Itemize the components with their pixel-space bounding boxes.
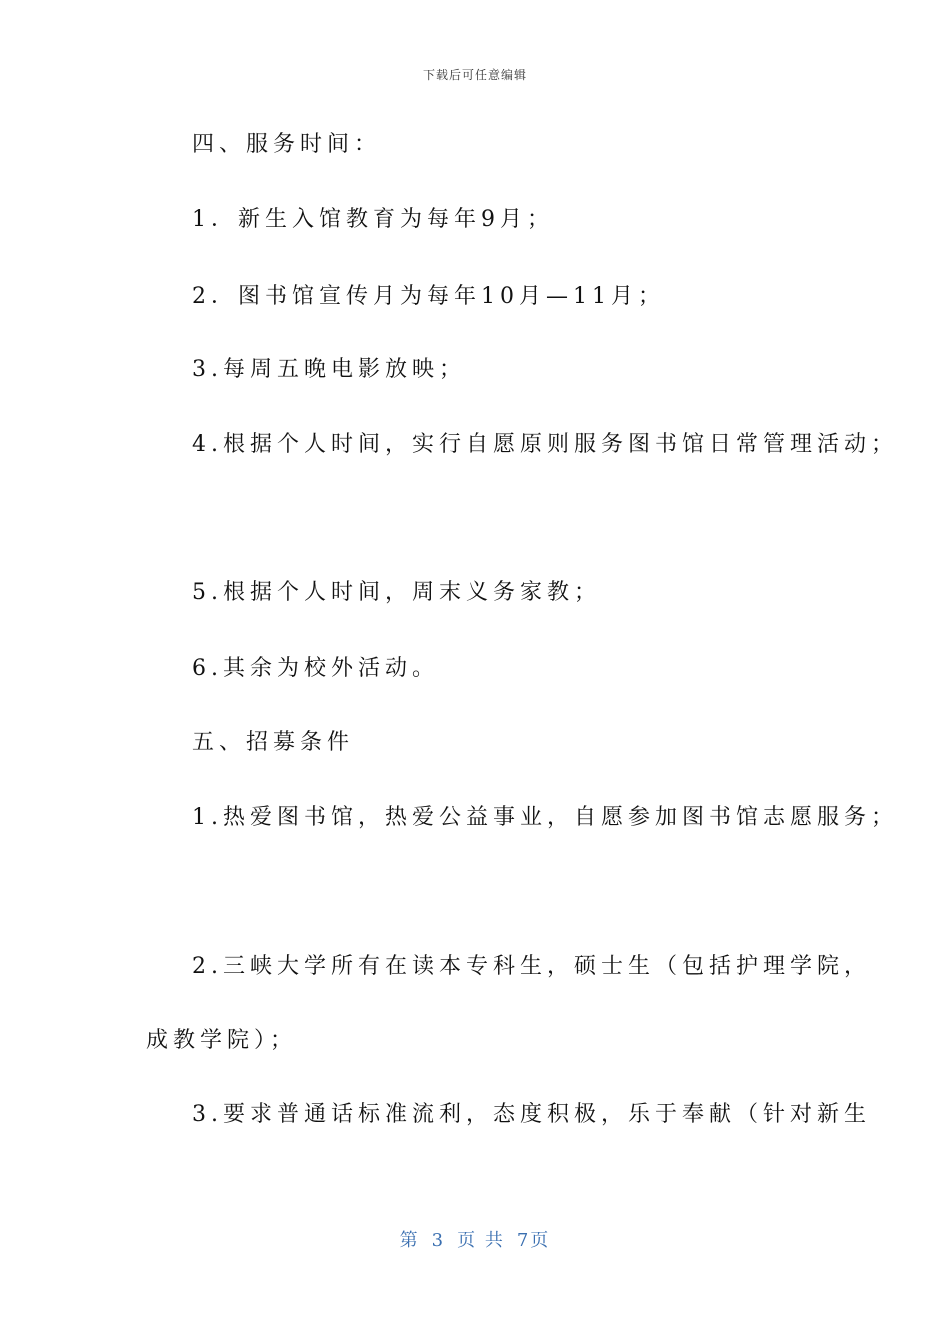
footer-current-page: 3	[431, 1230, 446, 1251]
section-heading-service-time: 四、服务时间：	[192, 132, 382, 157]
paragraph-line: 5.根据个人时间，周末义务家教；	[192, 580, 601, 605]
paragraph-line: 成教学院）；	[146, 1028, 298, 1053]
paragraph-line: 2．图书馆宣传月为每年10月—11月；	[192, 284, 665, 309]
paragraph-line: 2.三峡大学所有在读本专科生，硕士生（包括护理学院，	[192, 954, 871, 979]
paragraph-line: 3.要求普通话标准流利，态度积极，乐于奉献（针对新生	[192, 1102, 871, 1127]
page-footer	[0, 1226, 950, 1252]
paragraph-line: 1.热爱图书馆，热爱公益事业，自愿参加图书馆志愿服务；	[192, 805, 898, 830]
paragraph-line: 4.根据个人时间，实行自愿原则服务图书馆日常管理活动；	[192, 432, 898, 457]
footer-total-pages: 7页	[516, 1230, 551, 1251]
header-note: 下载后可任意编辑	[422, 68, 527, 82]
section-heading-recruitment: 五、招募条件	[192, 730, 355, 755]
footer-middle: 页 共	[457, 1230, 505, 1251]
footer-prefix: 第	[399, 1230, 420, 1251]
paragraph-line: 1．新生入馆教育为每年9月；	[192, 207, 554, 232]
paragraph-line: 6.其余为校外活动。	[192, 656, 439, 681]
paragraph-line: 3.每周五晚电影放映；	[192, 357, 466, 382]
